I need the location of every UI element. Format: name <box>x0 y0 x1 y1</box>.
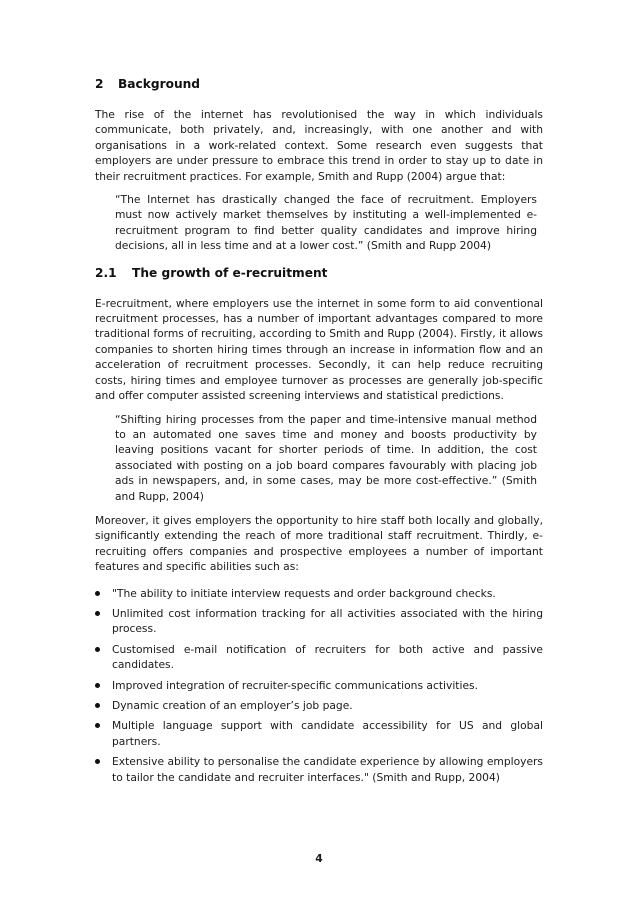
bullet-icon <box>95 683 100 688</box>
section-heading <box>95 76 543 93</box>
list-item: Extensive ability to personalise the candidate experience by allowing employers to tailor the candidate and recruiter interfaces." (Smith and Rupp, 2004) <box>95 754 543 785</box>
page-number: 4 <box>315 852 323 865</box>
body-paragraph: E-recruitment, where employers use the internet in some form to aid conventional recruitment processes, has a number of important advantages compared to more traditional forms of recruiting, according to Smith and Rupp (2004). Firstly, it allows companies to shorten hiring times through an increase in information flow and an acceleration of recruitment processes. Secondly, it can help reduce recruiting costs, hiring times and employee turnover as processes are generally job-specific and offer computer assisted screening interviews and statistical predictions. <box>95 296 543 403</box>
bullet-icon <box>95 611 100 616</box>
feature-list <box>95 586 543 785</box>
list-item: Improved integration of recruiter-specific communications activities. <box>95 678 543 693</box>
body-paragraph: Moreover, it gives employers the opportunity to hire staff both locally and globally, significantly extending the reach of more traditional staff recruitment. Thirdly, e-recruiting offers companies and prospective employees a number of important features and specific abilities such as: <box>95 513 543 574</box>
bullet-icon <box>95 647 100 652</box>
section-number: 2 <box>95 77 104 91</box>
bullet-icon <box>95 759 100 764</box>
list-item: "The ability to initiate interview requests and order background checks. <box>95 586 543 601</box>
block-quote: “Shifting hiring processes from the paper and time-intensive manual method to an automated one saves time and money and boosts productivity by leaving positions vacant for shorter periods of time. In addition, the cost associated with posting on a job board compares favourably with placing job ads in newspapers, and, in some cases, may be more cost-effective.” (Smith and Rupp, 2004) <box>115 412 537 503</box>
subsection-title: The growth of e-recruitment <box>132 265 328 280</box>
section-title: Background <box>118 77 201 91</box>
document-page <box>95 76 543 790</box>
list-item: Customised e-mail notification of recruiters for both active and passive candidates. <box>95 642 543 673</box>
subsection-heading <box>95 265 543 282</box>
list-item: Unlimited cost information tracking for all activities associated with the hiring process. <box>95 606 543 637</box>
bullet-icon <box>95 703 100 708</box>
list-item: Dynamic creation of an employer’s job page. <box>95 698 543 713</box>
bullet-icon <box>95 591 100 596</box>
intro-paragraph: The rise of the internet has revolutionised the way in which individuals communicate, both privately, and, increasingly, with one another and with organisations in a work-related context. Some research even suggests that employers are under pressure to embrace this trend in order to stay up to date in their recruitment practices. For example, Smith and Rupp (2004) argue that: <box>95 108 543 183</box>
block-quote: “The Internet has drastically changed the face of recruitment. Employers must now actively market themselves by instituting a well-implemented e-recruitment program to find better quality candidates and improve hiring decisions, all in less time and at a lower cost.” (Smith and Rupp 2004) <box>115 193 537 253</box>
subsection-number: 2.1 <box>95 265 117 280</box>
bullet-icon <box>95 723 100 728</box>
list-item: Multiple language support with candidate accessibility for US and global partners. <box>95 718 543 749</box>
